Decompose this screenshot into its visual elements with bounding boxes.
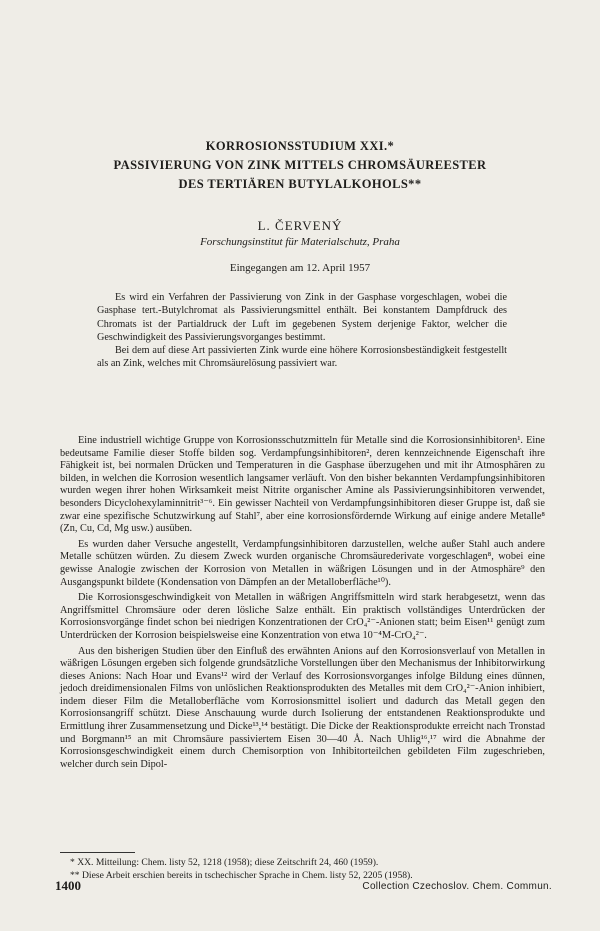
body-paragraph: Aus den bisherigen Studien über den Einfluß des erwähnten Anions auf den Korrosionsverlauf von Metallen in wäßrigen Lösungen ergeben sich folgende grundsätzliche Vorstellungen über den Mechanismus der Inhibitorwirkung dieses Anions: Nach Hoar und Evans¹² wird der Verlauf des Korrosionsvorganges infolge Bildung eines dünnen, jedoch dreidimensionalen Films von unlöslichen Reaktionsprodukten des Metalles mit dem CrO₄²⁻-Anion inhibiert, indem dieser Film die Metalloberfläche vom Korrosionsmittel isoliert und dadurch das Metall gegen den Korrosionsangriff schützt. Diese Anschauung wurde durch Isolierung der entstandenen Reaktionsprodukte und Ermittlung ihrer Zusammensetzung und Dicke¹³,¹⁴ bestätigt. Die Dicke der Reaktionsprodukte erreicht nach Tronstad und Borgmann¹⁵ an mit Chromsäure passiviertem Eisen 30—40 Å. Nach Uhlig¹⁶,¹⁷ wird die Abnahme der Korrosionsgeschwindigkeit einem durch Chemisorption von Inhibitorteilchen gebildeten Film zugeschrieben, welcher durch sein Dipol- (60, 645, 545, 770)
title-line: PASSIVIERUNG VON ZINK MITTELS CHROMSÄUREESTER (113, 158, 487, 172)
received-date: Eingegangen am 12. April 1957 (229, 262, 371, 274)
article-title (60, 137, 540, 194)
abstract (97, 291, 507, 371)
body-paragraph: Eine industriell wichtige Gruppe von Korrosionsschutzmitteln für Metalle sind die Korrosionsinhibitoren¹. Eine bedeutsame Familie dieser Stoffe bilden sog. Verdampfungsinhibitoren², deren kennzeichnende Eigenschaft ihre Fähigkeit ist, bei normalen Drücken und Temperaturen in die Gasphase überzugehen und mit ihr Atmosphären zu bilden, in welchen die Korrosion wesentlich langsamer verläuft. Von den bisher bekannten Verdampfungsinhibitoren wurden wegen ihrer hohen Wirksamkeit meist Nitrite organischer Amine als Passivierungsinhibitoren verwendet, besonders Dicyclohexylaminnitrit³⁻⁶. Ein gewisser Nachteil von Verdampfungsinhibitoren dieser Gruppe ist, daß sie zwar eine spezifische Schutzwirkung auf Stahl⁷, aber eine korrosionsfördernde Wirkung auf einige andere Metalle⁸ (Zn, Cu, Cd, Mg usw.) ausüben. (60, 435, 545, 535)
footnote: ** Diese Arbeit erschien bereits in tschechischer Sprache in Chem. listy 52, 2205 (1958). (70, 869, 413, 881)
body-paragraph: Es wurden daher Versuche angestellt, Verdampfungsinhibitoren darzustellen, welche außer Stahl auch andere Metalle schützen würden. Zu diesem Zweck wurden organische Chromsäurederivate vorgeschlagen⁸, wobei eine gewisse Analogie zwischen der Korrosion von Metallen in wäßrigen Lösungen und in der Atmosphäre⁹ den Ausgangspunkt bildete (Kondensation von Dämpfen an der Metalloberfläche¹⁰). (60, 538, 545, 588)
footnote: * XX. Mitteilung: Chem. listy 52, 1218 (1958); diese Zeitschrift 24, 460 (1959). (70, 857, 379, 868)
footnotes (60, 857, 545, 882)
title-line: DES TERTIÄREN BUTYLALKOHOLS** (178, 177, 422, 191)
body-text (60, 435, 545, 774)
abstract-paragraph: Bei dem auf diese Art passivierten Zink wurde eine höhere Korrosionsbeständigkeit festgestellt als an Zink, welches mit Chromsäurelösung passiviert war. (97, 345, 507, 370)
abstract-paragraph: Es wird ein Verfahren der Passivierung von Zink in der Gasphase vorgeschlagen, wobei die Gasphase tert.-Butylchromat als Passivierungsmittel enthält. Bei konstantem Dampfdruck des Chromats ist der Partialdruck der Luft im gegebenen System derjenige Faktor, welcher die Geschwindigkeit des Passivierungsvorganges bestimmt. (97, 292, 507, 343)
footnote-divider (60, 852, 135, 853)
body-paragraph: Die Korrosionsgeschwindigkeit von Metallen in wäßrigen Angriffsmitteln wird stark herabgesetzt, wenn das Angriffsmittel Chromsäure oder deren lösliche Salze enthält. Ein praktisch vollständiges Unterdrücken der Korrosionsvorgänge findet schon bei niedrigen Konzentrationen der CrO₄²⁻-Anionen statt; beim Eisen¹¹ genügt zum Unterdrücken der Korrosion beispielsweise eine Konzentration von etwa 10⁻⁴M-CrO₄²⁻. (60, 592, 545, 641)
author-name: L. ČERVENÝ (257, 218, 343, 233)
title-line: KORROSIONSSTUDIUM XXI.* (205, 139, 395, 153)
author-institute: Forschungsinstitut für Materialschutz, Praha (200, 236, 400, 248)
journal-name: Collection Czechoslov. Chem. Commun. (362, 881, 552, 892)
page-number: 1400 (55, 878, 81, 893)
